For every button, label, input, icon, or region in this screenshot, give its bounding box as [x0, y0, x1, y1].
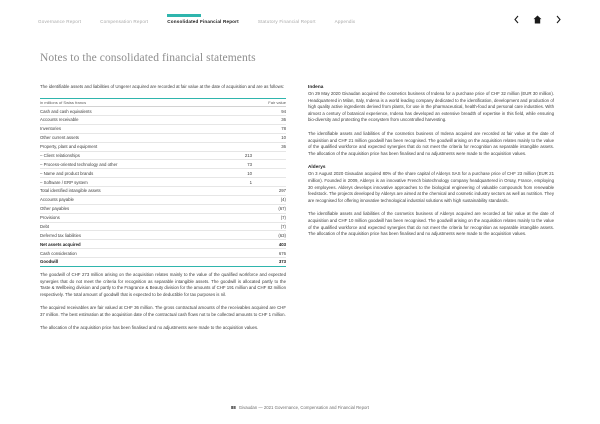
table-cell-fair-value: 78	[252, 124, 286, 133]
table-cell-fair-value: (4)	[252, 195, 286, 204]
table-cell-fair-value: 94	[252, 107, 286, 116]
table-row	[40, 258, 286, 267]
nav-controls	[513, 15, 562, 24]
table-cell-fair-value: (7)	[252, 222, 286, 231]
table-cell-label: Cash and cash equivalents	[40, 107, 222, 116]
alderys-assets-paragraph: The identifiable assets and liabilities of the cosmetics business of Alderys acquired are recorded at fair value at the date of acquisition and CHF 10 million goodwill has been recognised. The goodwill arising on the acquisition relates mainly to the value of the qualified workforce and expected synergies that do not meet the criteria for recognition as separable intangible assets. The allocation of the acquisition price has been finalised and no adjustments were made to the acquisition values.	[308, 211, 554, 237]
nav-item-label: Consolidated Financial Report	[167, 19, 239, 24]
table-cell-fair-value	[252, 151, 286, 160]
ungerer-intro-paragraph: The identifiable assets and liabilities of Ungerer acquired are recorded at fair value at the date of acquisition and are as follows:	[40, 84, 285, 89]
table-cell-label: Accounts payable	[40, 195, 222, 204]
table-cell-label: Other current assets	[40, 133, 222, 142]
table-cell-component-value	[222, 133, 252, 142]
table-cell-fair-value: 373	[252, 258, 286, 267]
table-header-value: Fair value	[252, 98, 286, 107]
table-row	[40, 187, 286, 196]
table-row	[40, 222, 286, 231]
table-cell-label: Accounts receivable	[40, 116, 222, 125]
content-columns	[40, 84, 564, 339]
table-cell-component-value	[222, 258, 252, 267]
table-row	[40, 124, 286, 133]
indena-description-paragraph: On 29 May 2020 Givaudan acquired the cosmetics business of Indena for a purchase price of CHF 32 million (EUR 30 million). Headquartered in Milan, Italy, Indena is a world leading company dedicated to the identification, development and production of high quality active ingredients derived from plants, for use in the pharmaceutical, health-food and personal care industries. With almost a century of botanical experience, Indena has developed an extensive breadth of expertise in this field, while ensuring bio-diversity and protecting the ecosystem from uncontrolled harvesting.	[308, 91, 554, 123]
table-cell-component-value	[222, 213, 252, 222]
nav-item-compensation-report[interactable]	[100, 14, 148, 24]
table-cell-label: Debt	[40, 222, 222, 231]
table-cell-fair-value: (67)	[252, 204, 286, 213]
table-row	[40, 160, 286, 169]
nav-item-statutory-financial-report[interactable]	[258, 14, 316, 24]
table-row	[40, 142, 286, 151]
table-cell-component-value: 73	[222, 160, 252, 169]
nav-item-consolidated-financial-report[interactable]	[167, 14, 239, 24]
table-cell-fair-value: 36	[252, 116, 286, 125]
table-cell-label: Net assets acquired	[40, 240, 222, 249]
table-cell-label: Property, plant and equipment	[40, 142, 222, 151]
footer-text: Givaudan — 2021 Governance, Compensation and Financial Report	[238, 405, 369, 410]
table-cell-fair-value	[252, 178, 286, 187]
table-cell-component-value: 213	[222, 151, 252, 160]
table-header-row	[40, 98, 286, 107]
home-icon[interactable]	[533, 15, 542, 24]
table-cell-component-value	[222, 195, 252, 204]
nav-item-label: Compensation Report	[100, 19, 149, 24]
table-row	[40, 249, 286, 258]
page-footer	[0, 405, 600, 410]
footer-page-number: 88	[231, 405, 236, 410]
active-nav-underline	[167, 14, 201, 17]
alderys-description-paragraph: On 3 August 2020 Givaudan acquired 80% of the share capital of Alderys SAS for a purchase price of CHF 23 million (EUR 21 million). Founded in 2009, Alderys is an innovative French biotechnology company headquartered in Orsay, France, employing 30 employees. Alderys develops innovative approaches to the biological engineering of valuable compounds from renewable feedstock. The projects developed by Alderys are aimed at the chemical and cosmetic industry sectors as well as nutrition. They are recognised for offering innovative technological industrial solutions with high sustainability standards.	[308, 171, 554, 203]
table-row	[40, 213, 286, 222]
nav-item-appendix[interactable]	[335, 14, 356, 24]
table-cell-fair-value	[252, 160, 286, 169]
table-cell-component-value	[222, 116, 252, 125]
table-body	[40, 107, 286, 267]
table-row	[40, 195, 286, 204]
table-cell-label: – Software / ERP system	[40, 178, 222, 187]
table-cell-label: – Name and product brands	[40, 169, 222, 178]
table-header-label: in millions of Swiss francs	[40, 98, 222, 107]
nav-item-label: Statutory Financial Report	[257, 19, 316, 24]
table-cell-fair-value: (63)	[252, 231, 286, 240]
table-row	[40, 116, 286, 125]
table-row	[40, 169, 286, 178]
table-cell-label: Inventories	[40, 124, 222, 133]
section-heading-indena: Indena	[308, 84, 324, 89]
table-cell-component-value	[222, 249, 252, 258]
table-row	[40, 231, 286, 240]
table-cell-component-value	[222, 240, 252, 249]
table-cell-label: Cash consideration	[40, 249, 222, 258]
goodwill-paragraph: The goodwill of CHF 273 million arising on the acquisition relates mainly to the value of the qualified workforce and expected synergies that do not meet the criteria for recognition as separable intangible assets. The goodwill is allocated partly to the Taste & Wellbeing division and partly to the Fragrance & Beauty division for the amounts of CHF 191 million and CHF 82 million respectively. The total amount of goodwill that is expected to be deductible for tax purposes is nil.	[40, 271, 286, 297]
nav-items	[38, 14, 513, 24]
table-row	[40, 240, 286, 249]
table-cell-label: Goodwill	[40, 258, 222, 267]
top-navigation-bar	[0, 0, 600, 38]
table-cell-component-value	[222, 124, 252, 133]
table-cell-fair-value	[252, 169, 286, 178]
prev-page-icon[interactable]	[513, 15, 520, 24]
left-column	[40, 84, 286, 339]
table-row	[40, 204, 286, 213]
table-cell-fair-value: 403	[252, 240, 286, 249]
receivables-paragraph: The acquired receivables are fair valued at CHF 36 million. The gross contractual amounts of the receivables acquired are CHF 37 million. The best estimation at the acquisition date of the contractual cash flows not to be collected amounts to CHF 1 million.	[40, 305, 286, 317]
table-cell-label: Total identified intangible assets	[40, 187, 222, 196]
table-cell-component-value	[222, 107, 252, 116]
table-cell-fair-value: (7)	[252, 213, 286, 222]
table-row	[40, 133, 286, 142]
indena-assets-paragraph: The identifiable assets and liabilities of the cosmetics business of Indena acquired are recorded at fair value at the date of acquisition and CHF 21 million goodwill has been recognised. The goodwill arising on the acquisition relates mainly to the value of the qualified workforce and expected synergies that do not meet the criteria for recognition as separable intangible assets. The allocation of the acquisition price has been finalised and no adjustments were made to the acquisition values.	[308, 130, 554, 156]
right-column	[308, 84, 554, 339]
nav-item-label: Appendix	[334, 19, 356, 24]
table-cell-label: Deferred tax liabilities	[40, 231, 222, 240]
table-row	[40, 178, 286, 187]
table-cell-component-value: 10	[222, 169, 252, 178]
section-heading-alderys: Alderys	[308, 164, 326, 170]
table-cell-component-value	[222, 187, 252, 196]
ungerer-fair-value-table	[40, 98, 286, 267]
page-title: Notes to the consolidated financial statements	[40, 51, 256, 64]
table-cell-fair-value: 10	[252, 133, 286, 142]
table-cell-label: – Process-oriented technology and other	[40, 160, 222, 169]
table-row	[40, 107, 286, 116]
table-cell-label: – Client relationships	[40, 151, 222, 160]
allocation-paragraph: The allocation of the acquisition price has been finalised and no adjustments were made to the acquisition values.	[40, 325, 259, 331]
next-page-icon[interactable]	[555, 15, 562, 24]
table-cell-label: Other payables	[40, 204, 222, 213]
table-cell-component-value	[222, 231, 252, 240]
table-cell-component-value	[222, 222, 252, 231]
table-cell-fair-value: 676	[252, 249, 286, 258]
table-cell-component-value: 1	[222, 178, 252, 187]
nav-item-governance-report[interactable]	[38, 14, 81, 24]
table-cell-fair-value: 36	[252, 142, 286, 151]
table-header-spacer	[222, 98, 252, 107]
nav-item-label: Governance Report	[38, 19, 82, 24]
table-cell-fair-value: 297	[252, 187, 286, 196]
table-cell-component-value	[222, 204, 252, 213]
table-cell-label: Provisions	[40, 213, 222, 222]
table-cell-component-value	[222, 142, 252, 151]
table-row	[40, 151, 286, 160]
